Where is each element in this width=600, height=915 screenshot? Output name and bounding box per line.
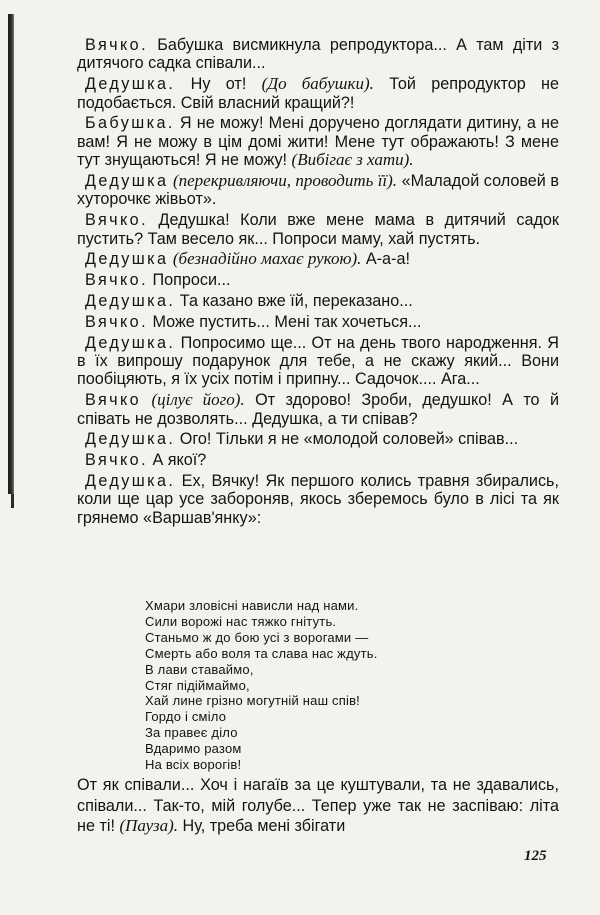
speaker: Вячко. [85,36,148,54]
closing-text [77,775,559,837]
stage-direction: (перекривляючи, проводить її). [172,171,398,191]
stage-direction: (безнадійно махає рукою). [172,249,362,269]
verse-line: Гордо і сміло [145,709,227,725]
line-text: Ну от! [175,75,262,94]
line-text: А-а-а! [361,250,410,269]
verse-line: На всіх ворогів! [145,757,242,773]
line-text: «Маладой соловей в хуторочкє жівьот». [77,172,559,209]
stage-direction: (цілує його). [151,390,245,410]
line-text: Ну, треба мені збігати [178,817,346,836]
paragraph-4 [77,172,559,209]
line-text: От як співали... Хоч і нагаїв за це куштували, та не здавались, співали... Так-то, мій голубе... Тепер уже так не заспіваю: літа не ті! [77,776,559,836]
paragraph-14 [77,472,559,527]
line-text: Попроси... [147,271,231,290]
speaker: Дедушка. [85,472,176,491]
speaker: Бабушка. [85,114,175,133]
verse-line: Хмари зловісні нависли над нами. [145,598,359,613]
speaker: Вячко [85,391,142,410]
speaker: Дедушка. [85,333,176,352]
binding-edge-mark [11,494,14,508]
verse-line: Станьмо ж до бою усі з ворогами — [145,629,369,645]
line-text: Той репродуктор не подобається. Свій власний кращий?! [77,75,559,112]
closing-paragraph [77,775,559,837]
stage-direction: (Вибігає з хати). [291,150,414,170]
paragraph-5 [77,211,559,248]
paragraph-3 [77,114,559,169]
paragraph-6 [77,250,559,268]
line-text: Попросимо ще... От на день твого народження. Я в їх випрошу подарунок для тебе, а не скажу який... Вони пообіцяють, я їх усіх потім і припну... Садочок.... Ага... [77,333,559,389]
song-verse [145,598,465,773]
page-number: 125 [524,848,547,864]
paragraph-12 [77,430,559,448]
verse-line: За правеє діло [145,725,238,741]
verse-line: Смерть або воля та слава нас ждуть. [145,645,378,661]
speaker: Вячко. [85,451,148,470]
binding-edge-shadow [8,14,14,494]
paragraph-7 [77,271,559,289]
line-text: Може пустить... Мені так хочеться... [147,312,422,331]
paragraph-9 [77,313,559,331]
verse-line: Вдаримо разом [145,741,242,757]
line-text: Я не можу! Мені доручено доглядати дитину, а не вам! Я не можу в цім домі жити! Мене тут ображають! З мене тут знущаються! Я не можу! [77,114,559,170]
line-text: Дедушка! Коли вже мене мама в дитячий садок пустить? Там весело як... Попроси маму, хай пустять. [77,211,559,248]
dialogue-text [77,36,559,527]
speaker: Дедушка. [85,292,176,311]
line-text: От здорово! Зроби, дедушко! А то й співать не дозволять... Дедушка, а ти співав? [77,391,560,428]
speaker: Вячко. [85,271,148,290]
verse-line: Хай лине грізно могутній наш спів! [145,693,360,709]
line-text: Ого! Тільки я не «молодой соловей» співав... [175,430,519,449]
speaker: Дедушка [85,172,169,191]
line-text: Ех, Вячку! Як першого колись травня збирались, коли ще цар усе забороняв, якось зберемось було в лісі та як грянемо «Варшав'янку»: [77,472,559,527]
paragraph-1 [77,36,559,73]
verse-line: В лави ставаймо, [145,661,254,677]
paragraph-2 [77,75,559,112]
stage-direction: (До бабушки). [261,74,374,94]
speaker: Вячко. [85,312,148,331]
paragraph-8 [77,292,559,310]
paragraph-10 [77,334,559,389]
line-text: Та казано вже їй, переказано... [175,292,413,311]
speaker: Дедушка [85,250,169,269]
stage-direction: (Пауза). [119,816,179,836]
line-text [141,391,151,409]
speaker: Вячко. [85,211,148,230]
speaker: Дедушка. [85,75,176,94]
paragraph-11 [77,391,559,428]
line-text: А якої? [147,451,207,470]
verse-line: Стяг підіймаймо, [145,677,250,693]
line-text: Бабушка висмикнула репродуктора... А там діти з дитячого садка співали... [77,36,559,73]
verse-line: Сили ворожі нас тяжко гнітуть. [145,613,337,629]
paragraph-13 [77,451,559,469]
speaker: Дедушка. [85,430,176,449]
